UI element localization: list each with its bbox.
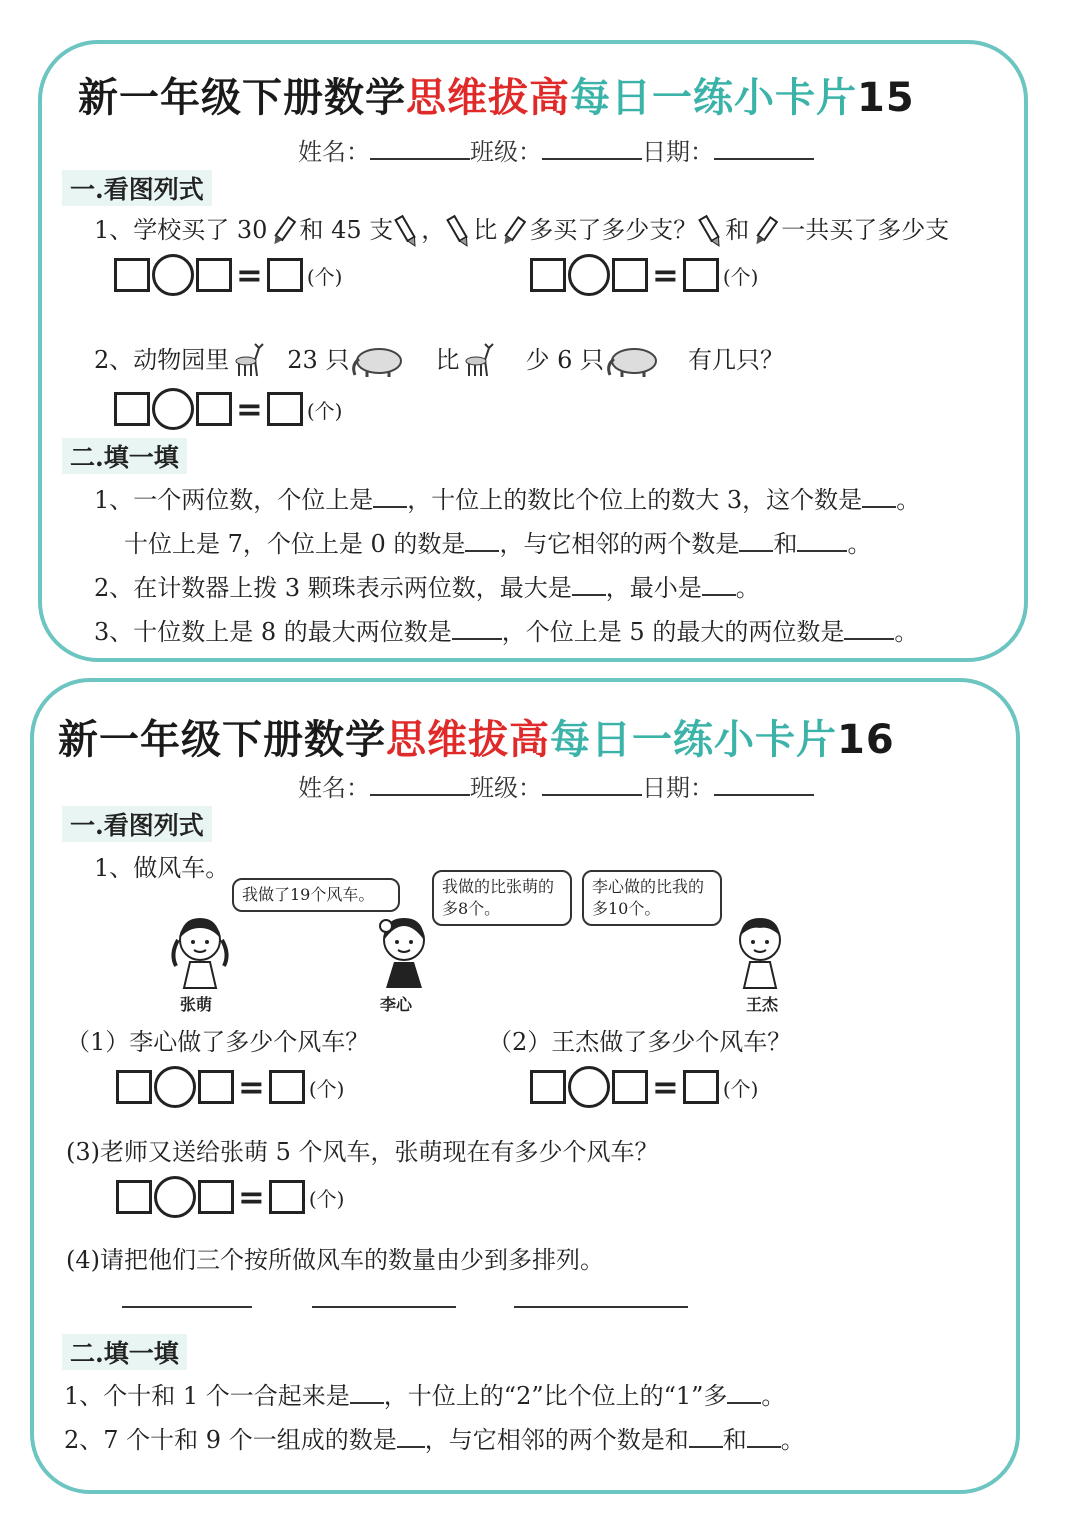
card-15-info-row: 姓名： 班级： 日期： <box>298 132 814 167</box>
deer-icon <box>229 342 267 382</box>
fill-blank[interactable] <box>797 530 847 552</box>
card-16-title: 新一年级下册数学思维拔高每日一练小卡片16 <box>58 717 895 763</box>
girl-figure-icon <box>364 910 444 992</box>
fill-blank[interactable] <box>747 1426 781 1448</box>
equation-template: = (个) <box>116 1066 344 1108</box>
elephant-icon <box>604 345 660 379</box>
card-15 <box>38 40 1028 662</box>
speech-bubble: 我做的比张萌的多8个。 <box>432 870 572 926</box>
fill-blank[interactable] <box>350 1382 384 1404</box>
fill-blank[interactable] <box>739 530 773 552</box>
order-answer-line[interactable] <box>514 1304 688 1308</box>
fill-blank[interactable] <box>702 574 736 596</box>
pencil-icon <box>393 214 421 250</box>
card-15-title: 新一年级下册数学思维拔高每日一练小卡片15 <box>78 75 915 121</box>
figure-name: 张萌 <box>180 995 213 1014</box>
fill-blank[interactable] <box>452 618 502 640</box>
answer-box[interactable] <box>530 1070 566 1104</box>
card-16-info-row: 姓名： 班级： 日期： <box>298 768 814 803</box>
answer-box[interactable] <box>196 258 232 292</box>
boy-figure-icon <box>722 910 798 992</box>
operator-circle[interactable] <box>154 1066 196 1108</box>
section-heading: 一.看图列式 <box>62 806 212 842</box>
pen-icon <box>497 215 529 249</box>
operator-circle[interactable] <box>152 254 194 296</box>
operator-circle[interactable] <box>568 1066 610 1108</box>
answer-box[interactable] <box>612 258 648 292</box>
fill-blank[interactable] <box>689 1426 723 1448</box>
equation-template: = (个) <box>114 254 342 296</box>
section-heading: 二.填一填 <box>62 438 187 474</box>
class-field[interactable] <box>542 772 642 796</box>
speech-bubble: 李心做的比我的多10个。 <box>582 870 722 926</box>
fill-blank[interactable] <box>465 530 499 552</box>
answer-box[interactable] <box>196 392 232 426</box>
answer-box[interactable] <box>114 258 150 292</box>
answer-box[interactable] <box>683 258 719 292</box>
operator-circle[interactable] <box>152 388 194 430</box>
question-1: 1、学校买了 30 和 45 支 ， 比 多买了多少支？ 和 一共买了多少支 <box>94 210 949 250</box>
fill-blank[interactable] <box>727 1382 761 1404</box>
equation-template: = (个) <box>530 1066 758 1108</box>
answer-box[interactable] <box>114 392 150 426</box>
fill-item-1: 1、一个两位数，个位上是 ，十位上的数比个位上的数大 3，这个数是 。 <box>94 486 921 514</box>
equation-template: = (个) <box>114 388 342 430</box>
order-answer-line[interactable] <box>122 1304 252 1308</box>
fill-blank[interactable] <box>373 486 407 508</box>
figure-name: 王杰 <box>746 995 779 1014</box>
answer-box[interactable] <box>267 258 303 292</box>
answer-box[interactable] <box>267 392 303 426</box>
answer-box[interactable] <box>116 1180 152 1214</box>
pencil-icon <box>445 214 473 250</box>
section-heading: 一.看图列式 <box>62 170 212 206</box>
answer-box[interactable] <box>530 258 566 292</box>
elephant-icon <box>349 345 405 379</box>
operator-circle[interactable] <box>154 1176 196 1218</box>
date-field[interactable] <box>714 136 814 160</box>
fill-blank[interactable] <box>572 574 606 596</box>
deer-icon <box>459 342 497 382</box>
sub-question-4: (4)请把他们三个按所做风车的数量由少到多排列。 <box>66 1246 604 1274</box>
fill-blank[interactable] <box>397 1426 425 1448</box>
class-field[interactable] <box>542 136 642 160</box>
pen-icon <box>749 215 781 249</box>
fill-item-1: 1、个十和 1 个一合起来是 ，十位上的“2”比个位上的“1”多 。 <box>64 1382 786 1410</box>
answer-box[interactable] <box>198 1070 234 1104</box>
question-1: 1、做风车。 <box>94 854 230 882</box>
equation-template: = (个) <box>530 254 758 296</box>
fill-blank[interactable] <box>862 486 896 508</box>
section-heading: 二.填一填 <box>62 1334 187 1370</box>
fill-item-1b: 十位上是 7，个位上是 0 的数是 ，与它相邻的两个数是 和 。 <box>124 530 872 558</box>
sub-question-3: (3)老师又送给张萌 5 个风车，张萌现在有多少个风车？ <box>66 1138 659 1166</box>
fill-item-3: 3、十位数上是 8 的最大两位数是 ，个位上是 5 的最大的两位数是 。 <box>94 618 919 646</box>
equation-template: = (个) <box>116 1176 344 1218</box>
answer-box[interactable] <box>269 1070 305 1104</box>
name-field[interactable] <box>370 136 470 160</box>
speech-bubble: 我做了19个风车。 <box>232 878 400 912</box>
pencil-icon <box>697 214 725 250</box>
pen-icon <box>267 215 299 249</box>
name-field[interactable] <box>370 772 470 796</box>
fill-item-2: 2、在计数器上拨 3 颗珠表示两位数，最大是 ，最小是 。 <box>94 574 760 602</box>
answer-box[interactable] <box>269 1180 305 1214</box>
answer-box[interactable] <box>198 1180 234 1214</box>
sub-question-2: （2）王杰做了多少个风车？ <box>488 1028 792 1056</box>
order-answer-line[interactable] <box>312 1304 456 1308</box>
answer-box[interactable] <box>612 1070 648 1104</box>
question-2: 2、动物园里 23 只 比 少 6 只 有几只？ <box>94 340 784 382</box>
fill-blank[interactable] <box>844 618 894 640</box>
girl-figure-icon <box>160 910 240 992</box>
card-16 <box>30 678 1020 1494</box>
operator-circle[interactable] <box>568 254 610 296</box>
fill-item-2: 2、7 个十和 9 个一组成的数是 ，与它相邻的两个数是和 和 。 <box>64 1426 805 1454</box>
sub-question-1: （1）李心做了多少个风车？ <box>66 1028 370 1056</box>
answer-box[interactable] <box>683 1070 719 1104</box>
answer-box[interactable] <box>116 1070 152 1104</box>
date-field[interactable] <box>714 772 814 796</box>
figure-name: 李心 <box>380 995 413 1014</box>
